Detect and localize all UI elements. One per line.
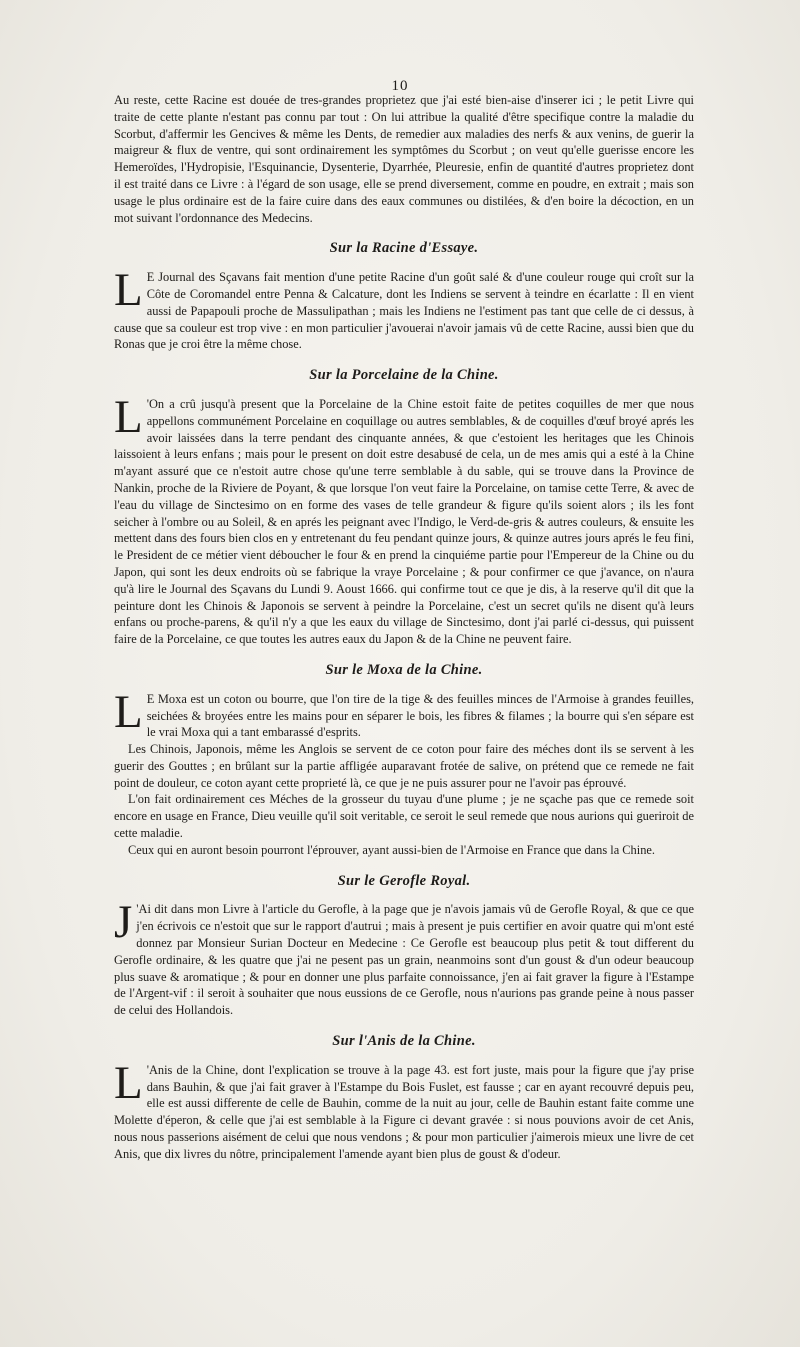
section-paragraph — [114, 1056, 694, 1163]
section-paragraph — [114, 896, 694, 1019]
drop-cap: L — [114, 685, 143, 738]
paragraph-text: 'Ai dit dans mon Livre à l'article du Gerofle, à la page que je n'avois jamais vû de Gerofle Royal, & que ce que j'en écrivois ce n'estoit que sur le rapport d'autrui ; mais à present je puis certifier en avoir quatre qui m'ont esté donnez par Monsieur Surian Docteur en Medecine : Ce Gerofle est beaucoup plus petit & tout different du Gerofle ordinaire, & les quatre que j'ai ne pesent pas un grain, neanmoins sont d'un goust & d'un odeur beaucoup plus suave & aromatique ; & pour en donner une plus parfaite connoissance, j'en ai fait graver la figure à l'Estampe de l'Argent-vif : il seroit à souhaiter que nous eussions de ce Gerofle, nous n'aurions pas grande peine à nous passer de celui des Hollandois. — [114, 902, 694, 1018]
page-text — [114, 92, 694, 1163]
paragraph-text: 'Anis de la Chine, dont l'explication se trouve à la page 43. est fort juste, mais pour la figure que j'ay prise dans Bauhin, & que j'ai fait graver à l'Estampe du Bois Fuslet, est fausse ; car en ayant recouvré depuis peu, elle est aussi differente de celle de Bauhin, comme de la nuit au jour, celle de Bauhin estant faite comme une Molette d'éperon, & celle que j'ai est semblable à la Figure ci devant gravée : si nous pouvions avoir de cet Anis, nous nous passerions aisément de celui que nous vendons ; & pour mon particulier j'aimerois mieux une livre de cet Anis, que dix livres du nôtre, principalement l'amende ayant bien plus de goust & d'odeur. — [114, 1062, 694, 1161]
drop-cap: L — [114, 264, 143, 317]
section-paragraph — [114, 685, 694, 741]
drop-cap: L — [114, 1056, 143, 1109]
section-heading-anis: Sur l'Anis de la Chine. — [332, 1033, 476, 1050]
section-heading-porcelaine: Sur la Porcelaine de la Chine. — [309, 367, 499, 384]
section-paragraph: L'on fait ordinairement ces Méches de la grosseur du tuyau d'une plume ; je ne sçache pas que ce remede soit encore en usage en France, Dieu veuille qu'il soit veritable, ce seroit le seul remede que nous aurions qui gueriroit de cette maladie. — [114, 792, 694, 841]
section-paragraph — [114, 390, 694, 648]
section-heading-gerofle-royal: Sur le Gerofle Royal. — [337, 872, 471, 889]
section-heading-racine-essaye: Sur la Racine d'Essaye. — [329, 240, 479, 257]
section-paragraph: Les Chinois, Japonois, même les Anglois se servent de ce coton pour faire des méches dont ils se servent à les guerir des Gouttes ; en brûlant sur la partie affligée auparavant frotée de salive, on prétend que ce remede ne fait point de douleur, ce coton ayant cette proprieté là, ce que je ne puis assurer pour ne l'avoir pas éprouvé. — [114, 742, 694, 790]
paragraph-text: E Moxa est un coton ou bourre, que l'on tire de la tige & des feuilles minces de l'Armoise à grandes feuilles, seichées & broyées entre les mains pour en séparer le bois, les fibres & filames ; la bourre qui s'en sépare est le vrai Moxa qui a tant embarassé d'esprits. — [146, 691, 694, 740]
section-heading-moxa: Sur le Moxa de la Chine. — [325, 661, 483, 678]
paragraph-text: E Journal des Sçavans fait mention d'une petite Racine d'un goût salé & d'une couleur rouge qui croît sur la Côte de Coromandel entre Penna & Calcature, dont les Indiens se servent à teindre en écarlatte : Il en vient aussi de Papapouli proche de Massulipathan ; mais les Indiens ne l'estiment pas tant que celle de ci dessus, à cause que sa couleur est trop vive : en mon particulier j'avouerai n'avoir jamais vû de cette Racine, aussi bien que du Ronas que je croi être la même chose. — [114, 270, 694, 352]
paragraph-text: 'On a crû jusqu'à present que la Porcelaine de la Chine estoit faite de petites coquilles de mer que nous appellons communément Porcelaine en coquillage ou autres semblables, & de coquilles d'œuf broyé aprés les avoir laissées dans la terre pendant des cinquante années, & que c'estoient les heritages que les Chinois laissoient à leurs enfans ; mais pour le present on doit estre desabusé de cela, un de mes amis qui a esté à la Chine m'ayant assuré que ce n'estoit autre chose qu'une terre semblable à du sable, qui se trouve dans la Province de Nankin, proche de la Riviere de Poyant, & que lorsque l'on veut faire la Porcelaine, on tamise cette Terre, & avec de l'eau du village de Sinctesimo on en forme des vases de telle grandeur & figure qu'ils soient alors ; ils les font seicher à l'ombre ou au Soleil, & en aprés les peignant avec l'Indigo, le Verd-de-gris & autres couleurs, & ensuite les mettent dans des fours bien clos en y entretenant du feu pendant quinze jours, & quinze autres jours aprés le feu fini, le President de ce métier vient déboucher le four & en prend la cinquiéme partie pour l'Empereur de la Chine ou du Japon, qui sont les deux endroits où se fabrique la vraye Porcelaine ; & pour confirmer ce que j'avance, on n'aura qu'à lire le Journal des Sçavans du Lundi 9. Aoust 1666. qui confirme tout ce que je dis, à la reserve qu'il dit que la peinture dont les Chinois & Japonois se servent à peindre la Porcelaine, c'est un secret qu'ils ne disent qu'à leurs enfans ou proche-parens, & qu'il n'y a que les eaux du village de Sinctesimo, dont j'ai parlé ci-dessus, qui puissent faire de la Porcelaine, ce que toutes les autres eaux du Japon & de la Chine ne peuvent faire. — [114, 396, 694, 647]
intro-paragraph: Au reste, cette Racine est douée de tres-grandes proprietez que j'ai esté bien-aise d'inserer ici ; le petit Livre qui traite de cette plante n'estant pas connu par tout : On lui attribue la qualité d'être specifique contre la maladie du Scorbut, d'affermir les Gencives & même les Dents, de remedier aux maladies des nerfs & aux venins, de guerir la maigreur & flux de ventre, qui sont ordinairement les symptômes du Scorbut ; on veut qu'elle guerisse encore les Hemeroïdes, l'Hydropisie, l'Esquinancie, Dysenterie, Dyarrhée, Pleuresie, enfin de quantité d'autres proprietez dont il est traité dans ce Livre : à l'égard de son usage, elle se prend diversement, comme en poudre, en extrait ; mais son usage le plus ordinaire est de la faire cuire dans des eaux communes ou distilées, & d'en boire la décoction, en un mot suivant l'ordonnance des Medecins. — [114, 93, 694, 225]
drop-cap: L — [114, 390, 143, 443]
page-number: 10 — [391, 78, 409, 94]
section-paragraph — [114, 264, 694, 353]
section-paragraph: Ceux qui en auront besoin pourront l'éprouver, ayant aussi-bien de l'Armoise en France que dans la Chine. — [128, 842, 655, 857]
drop-cap: J — [114, 896, 133, 949]
